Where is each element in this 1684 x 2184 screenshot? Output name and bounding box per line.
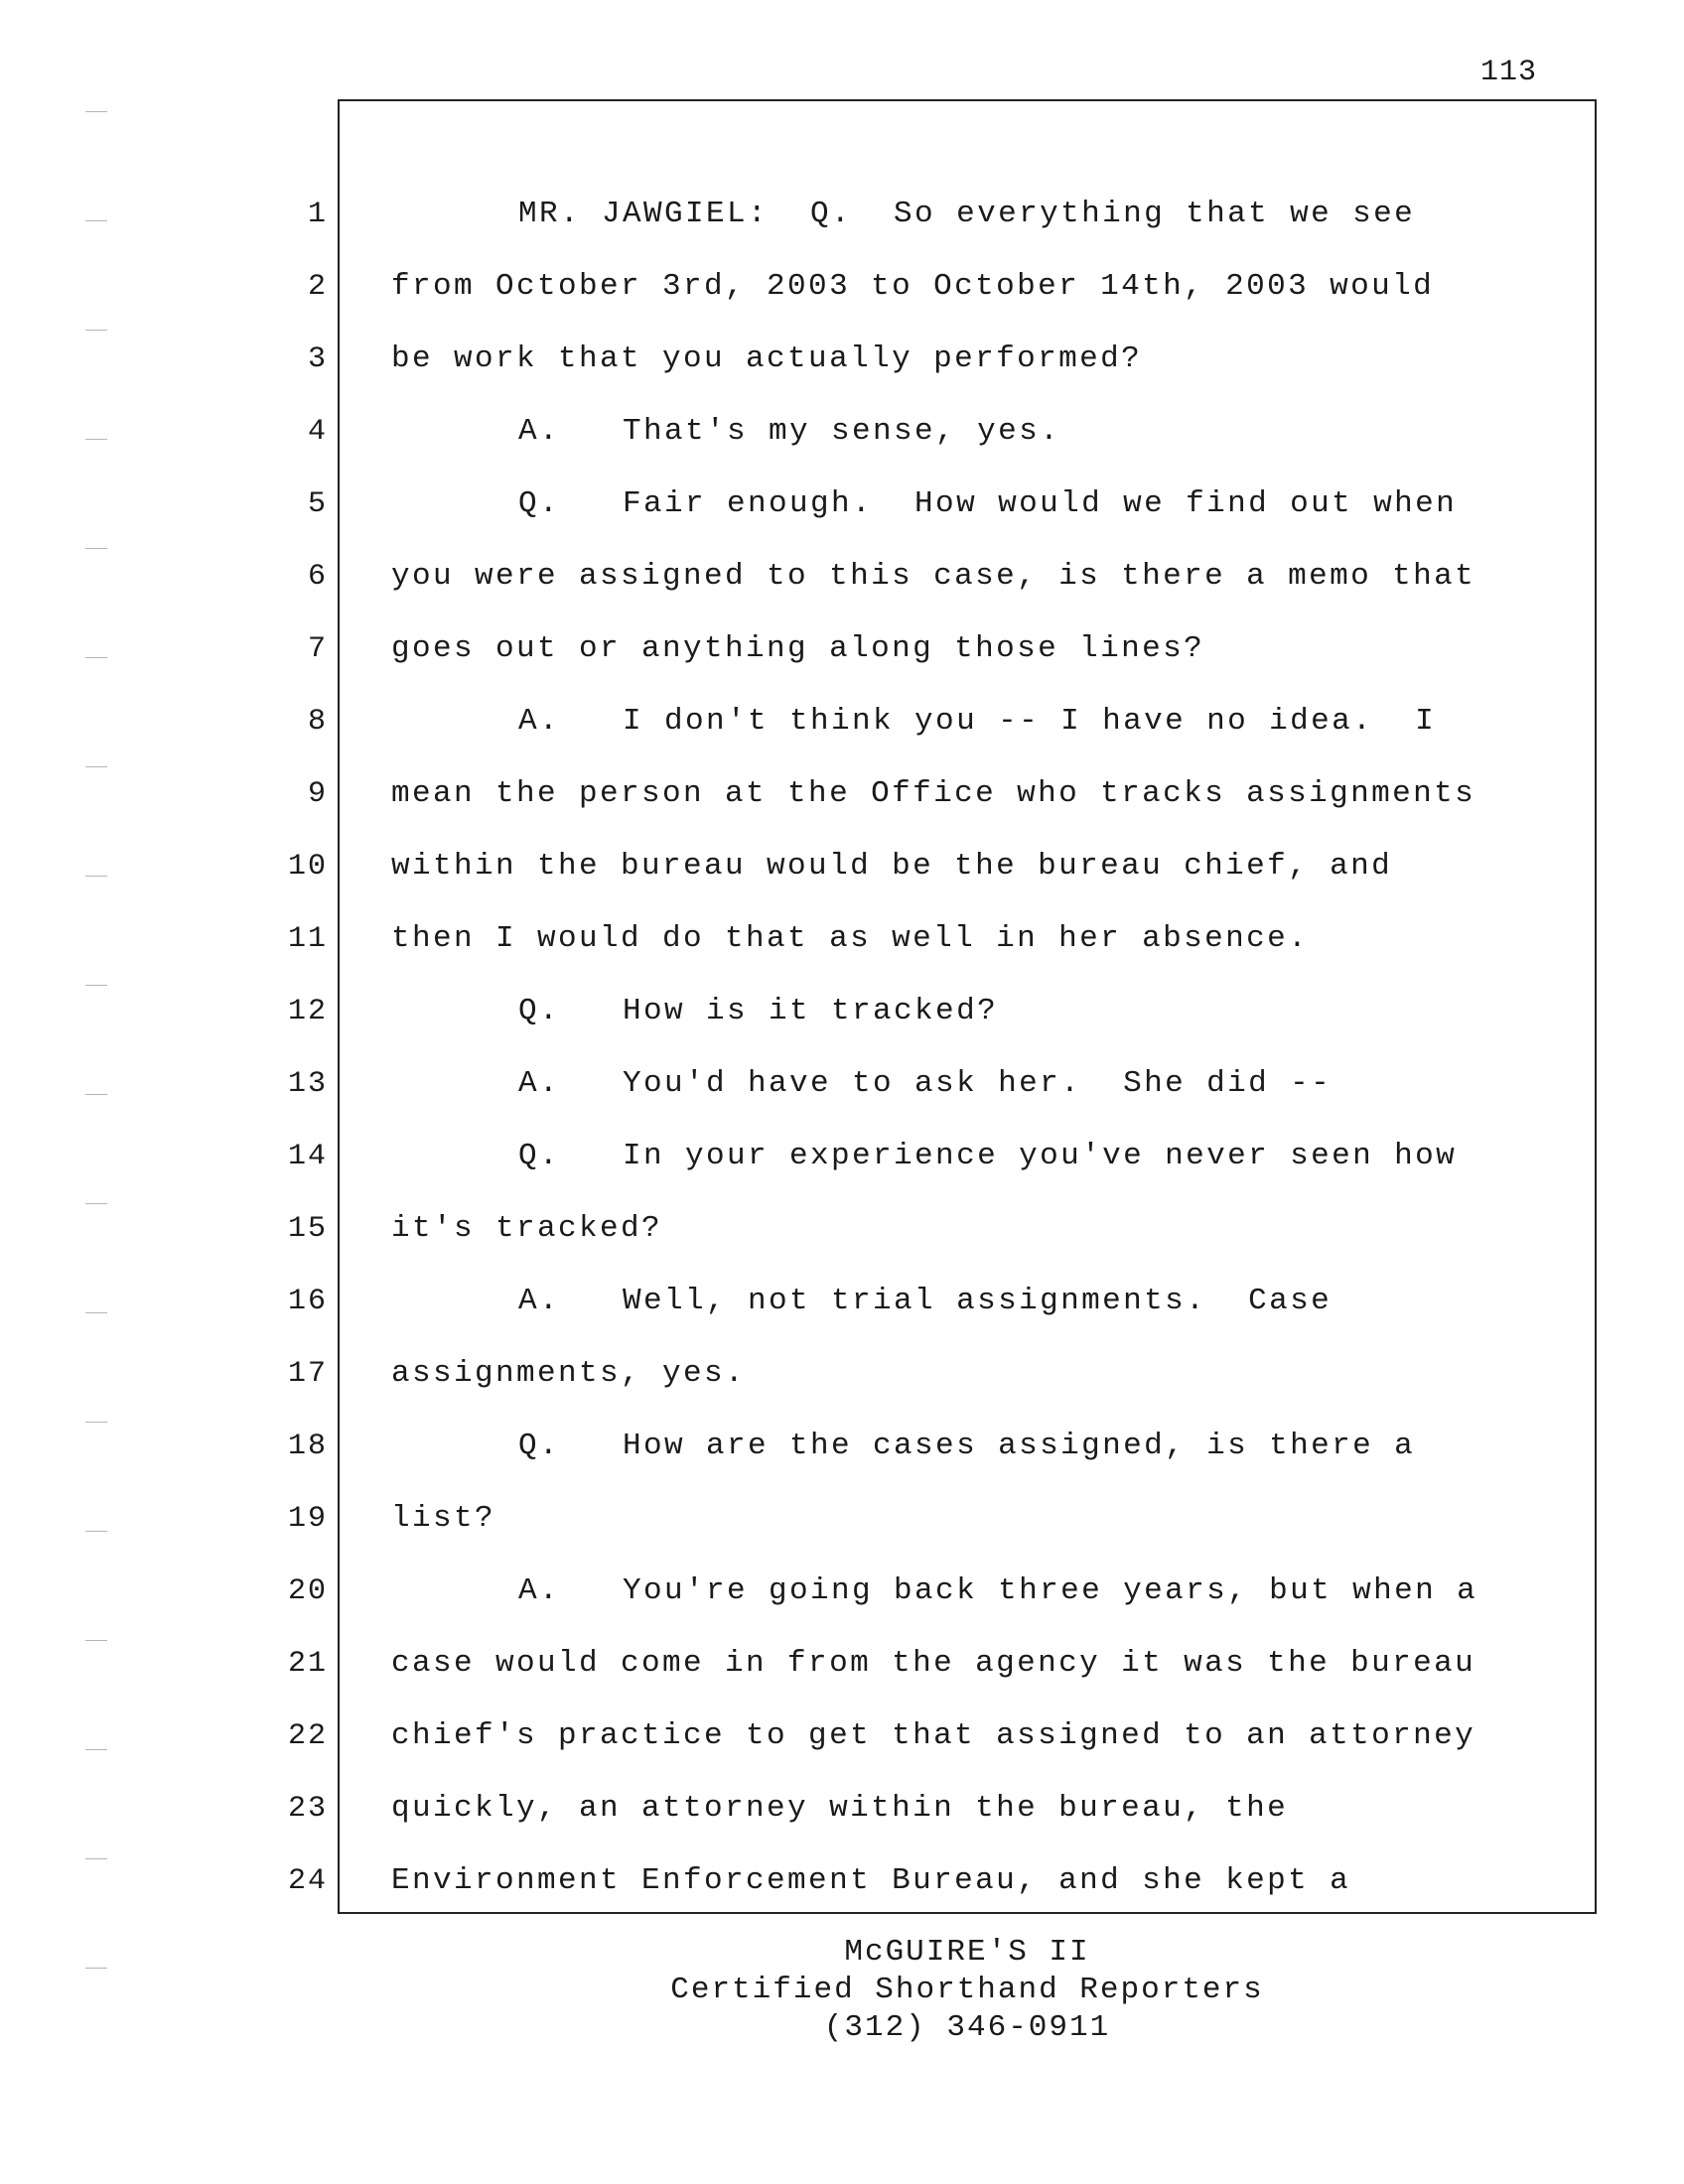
line-number: 11 (287, 922, 328, 956)
line-number: 4 (307, 415, 328, 449)
line-number: 1 (307, 198, 328, 231)
transcript-line: quickly, an attorney within the bureau, the (391, 1791, 1289, 1826)
margin-tick (85, 766, 113, 876)
transcript-line: assignments, yes. (391, 1356, 747, 1391)
line-number: 18 (287, 1430, 328, 1463)
transcript-line: Environment Enforcement Bureau, and she kept a (391, 1863, 1351, 1898)
line-number: 19 (287, 1502, 328, 1536)
margin-tick (85, 657, 113, 766)
margin-tick (85, 330, 113, 439)
transcript-line: A. You're going back three years, but when a (518, 1573, 1478, 1608)
transcript-line: Q. Fair enough. How would we find out when (518, 486, 1458, 521)
line-number: 6 (307, 560, 328, 594)
line-number: 3 (307, 342, 328, 376)
margin-tick (85, 876, 113, 985)
transcript-body (391, 191, 1583, 1930)
line-number: 24 (287, 1864, 328, 1898)
transcript-line: it's tracked? (391, 1211, 663, 1246)
reporter-phone: (312) 346-0911 (823, 2010, 1111, 2045)
page-number: 113 (1479, 56, 1537, 89)
transcript-line: be work that you actually performed? (391, 341, 1143, 376)
line-number: 9 (307, 777, 328, 811)
transcript-line: Q. How are the cases assigned, is there a (518, 1429, 1416, 1463)
line-number: 7 (307, 632, 328, 666)
line-number: 8 (307, 705, 328, 739)
transcript-line: list? (391, 1501, 496, 1536)
line-number: 13 (287, 1067, 328, 1101)
margin-tick (85, 220, 113, 330)
margin-tick (85, 439, 113, 548)
reporter-company: McGUIRE'S II (844, 1935, 1090, 1970)
margin-tick (85, 1203, 113, 1312)
line-number: 14 (287, 1140, 328, 1173)
line-number: 12 (287, 995, 328, 1028)
margin-tick (85, 548, 113, 657)
transcript-line: you were assigned to this case, is there a memo that (391, 559, 1476, 594)
margin-tick (85, 1749, 113, 1858)
line-number: 15 (287, 1212, 328, 1246)
transcript-line: A. That's my sense, yes. (518, 414, 1061, 449)
transcript-line: A. I don't think you -- I have no idea. I (518, 704, 1437, 739)
transcript-line: within the bureau would be the bureau chief, and (391, 849, 1393, 884)
margin-tick (85, 1531, 113, 1640)
margin-tick (85, 1858, 113, 1968)
line-number: 21 (287, 1647, 328, 1681)
line-number: 20 (287, 1574, 328, 1608)
margin-tick (85, 1312, 113, 1422)
line-number-column (270, 191, 328, 1930)
margin-tick (85, 111, 113, 220)
left-margin-ticks (85, 111, 113, 2077)
line-number: 2 (307, 270, 328, 304)
line-number: 22 (287, 1719, 328, 1753)
transcript-line: A. You'd have to ask her. She did -- (518, 1066, 1333, 1101)
transcript-line: case would come in from the agency it was the bureau (391, 1646, 1476, 1681)
transcript-line: Q. In your experience you've never seen how (518, 1139, 1458, 1173)
margin-tick (85, 1640, 113, 1749)
line-number: 16 (287, 1285, 328, 1318)
margin-tick (85, 985, 113, 1094)
line-number: 23 (287, 1792, 328, 1826)
transcript-line: MR. JAWGIEL: Q. So everything that we see (518, 197, 1416, 231)
reporter-tagline: Certified Shorthand Reporters (670, 1973, 1264, 2007)
transcript-line: goes out or anything along those lines? (391, 631, 1205, 666)
transcript-line: from October 3rd, 2003 to October 14th, 2003 would (391, 269, 1435, 304)
line-number: 5 (307, 487, 328, 521)
margin-tick (85, 1422, 113, 1531)
transcript-line: Q. How is it tracked? (518, 994, 999, 1028)
transcript-line: then I would do that as well in her absence. (391, 921, 1310, 956)
line-number: 17 (287, 1357, 328, 1391)
transcript-line: mean the person at the Office who tracks assignments (391, 776, 1476, 811)
reporter-footer (338, 1934, 1597, 2047)
line-number: 10 (287, 850, 328, 884)
margin-tick (85, 1094, 113, 1203)
margin-tick (85, 1968, 113, 2077)
transcript-line: chief's practice to get that assigned to an attorney (391, 1718, 1476, 1753)
transcript-line: A. Well, not trial assignments. Case (518, 1284, 1333, 1318)
